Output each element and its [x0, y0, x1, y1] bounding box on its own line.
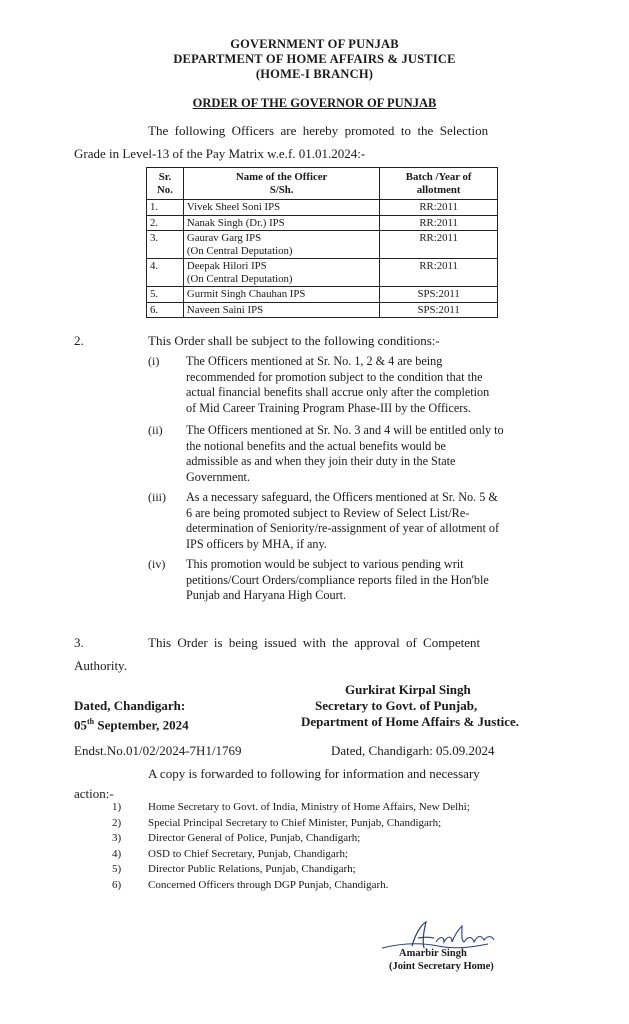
signatory-designation-2: Department of Home Affairs & Justice. [301, 714, 520, 729]
table-row [147, 259, 498, 287]
condition-3-text: As a necessary safeguard, the Officers mentioned at Sr. No. 5 & 6 are being promoted subject to Review of Select List/Re- determination of Seniority/re-assignment of year of allotment of IPS officers by MHA, if any. [186, 490, 500, 551]
condition-4-number: (iv) [148, 557, 166, 571]
header-line-3: (HOME-I BRANCH) [255, 67, 374, 81]
signatory-2-name: Amarbir Singh [399, 948, 467, 959]
cell-name: Naveen Saini IPS [183, 302, 379, 318]
intro-line-2: Grade in Level-13 of the Pay Matrix w.e.f. 01.01.2024:- [74, 146, 366, 161]
header-sr: Sr. No. [147, 168, 184, 200]
cell-sr: 4. [147, 259, 184, 287]
signatory-2-designation: (Joint Secretary Home) [389, 961, 494, 972]
header-batch: Batch /Year of allotment [380, 168, 498, 200]
condition-2-number: (ii) [148, 423, 163, 437]
condition-4-text: This promotion would be subject to various pending writ petitions/Court Orders/compliance reports filed in the Hon'ble Punjab and Haryana High Court. [186, 557, 489, 602]
copy-line-2: action:- [74, 786, 114, 801]
copy-line-1: A copy is forwarded to following for information and necessary [148, 766, 480, 781]
endorsement-date: Dated, Chandigarh: 05.09.2024 [331, 743, 495, 758]
para3-line-1: This Order is being issued with the approval of Competent [148, 635, 481, 650]
cell-sr: 3. [147, 231, 184, 259]
cell-sr: 2. [147, 215, 184, 231]
list-item: 2) Special Principal Secretary to Chief Minister, Punjab, Chandigarh; [112, 816, 442, 829]
para3-number: 3. [74, 635, 84, 650]
cell-batch: SPS:2011 [380, 302, 498, 318]
endorsement-number: Endst.No.01/02/2024-7H1/1769 [74, 743, 242, 758]
cell-sr: 6. [147, 302, 184, 318]
header-line-1: GOVERNMENT OF PUNJAB [230, 37, 399, 51]
officers-table [146, 167, 498, 318]
para2-number: 2. [74, 333, 84, 348]
condition-3-number: (iii) [148, 490, 166, 504]
table-row [147, 200, 498, 216]
cell-batch: SPS:2011 [380, 287, 498, 303]
list-item: 1) Home Secretary to Govt. of India, Ministry of Home Affairs, New Delhi; [112, 801, 470, 813]
para3-line-2: Authority. [74, 658, 127, 673]
header-line-2: DEPARTMENT OF HOME AFFAIRS & JUSTICE [173, 52, 456, 66]
cell-batch: RR:2011 [380, 200, 498, 216]
cell-name: Vivek Sheel Soni IPS [183, 200, 379, 216]
cell-name: Deepak Hilori IPS (On Central Deputation) [183, 259, 379, 287]
condition-1-text: The Officers mentioned at Sr. No. 1, 2 & 4 are being recommended for promotion subject to the condition that the actual financial benefits shall accrue only after the completion of Mid Career Training Program Phase-III by the Officers. [186, 354, 490, 415]
para2-text: This Order shall be subject to the following conditions:- [148, 333, 440, 348]
condition-1-number: (i) [148, 354, 160, 368]
table-header-row [147, 168, 498, 200]
signatory-designation-1: Secretary to Govt. of Punjab, [315, 698, 478, 713]
intro-line-1: The following Officers are hereby promoted to the Selection [148, 123, 489, 138]
cell-batch: RR:2011 [380, 231, 498, 259]
order-title: ORDER OF THE GOVERNOR OF PUNJAB [192, 96, 437, 110]
list-item: 6) Concerned Officers through DGP Punjab, Chandigarh. [112, 878, 389, 891]
cell-name: Nanak Singh (Dr.) IPS [183, 215, 379, 231]
cell-sr: 1. [147, 200, 184, 216]
header-name: Name of the Officer S/Sh. [183, 168, 379, 200]
cell-batch: RR:2011 [380, 215, 498, 231]
dated-place: Dated, Chandigarh: [74, 698, 186, 713]
dated-date: 05th September, 2024 [74, 717, 189, 733]
copy-list [112, 800, 592, 893]
table-row [147, 231, 498, 259]
cell-name: Gurmit Singh Chauhan IPS [183, 287, 379, 303]
cell-sr: 5. [147, 287, 184, 303]
table-row [147, 287, 498, 303]
list-item: 4) OSD to Chief Secretary, Punjab, Chandigarh; [112, 847, 348, 860]
condition-2-text: The Officers mentioned at Sr. No. 3 and 4 will be entitled only to the notional benefits and the actual benefits would be admissible as and when they join their duty in the State Government. [186, 423, 504, 484]
cell-batch: RR:2011 [380, 259, 498, 287]
list-item: 5) Director Public Relations, Punjab, Chandigarh; [112, 863, 356, 875]
table-row [147, 215, 498, 231]
list-item: 3) Director General of Police, Punjab, Chandigarh; [112, 832, 361, 844]
cell-name: Gaurav Garg IPS (On Central Deputation) [183, 231, 379, 259]
table-row [147, 302, 498, 318]
signatory-name: Gurkirat Kirpal Singh [345, 682, 471, 697]
